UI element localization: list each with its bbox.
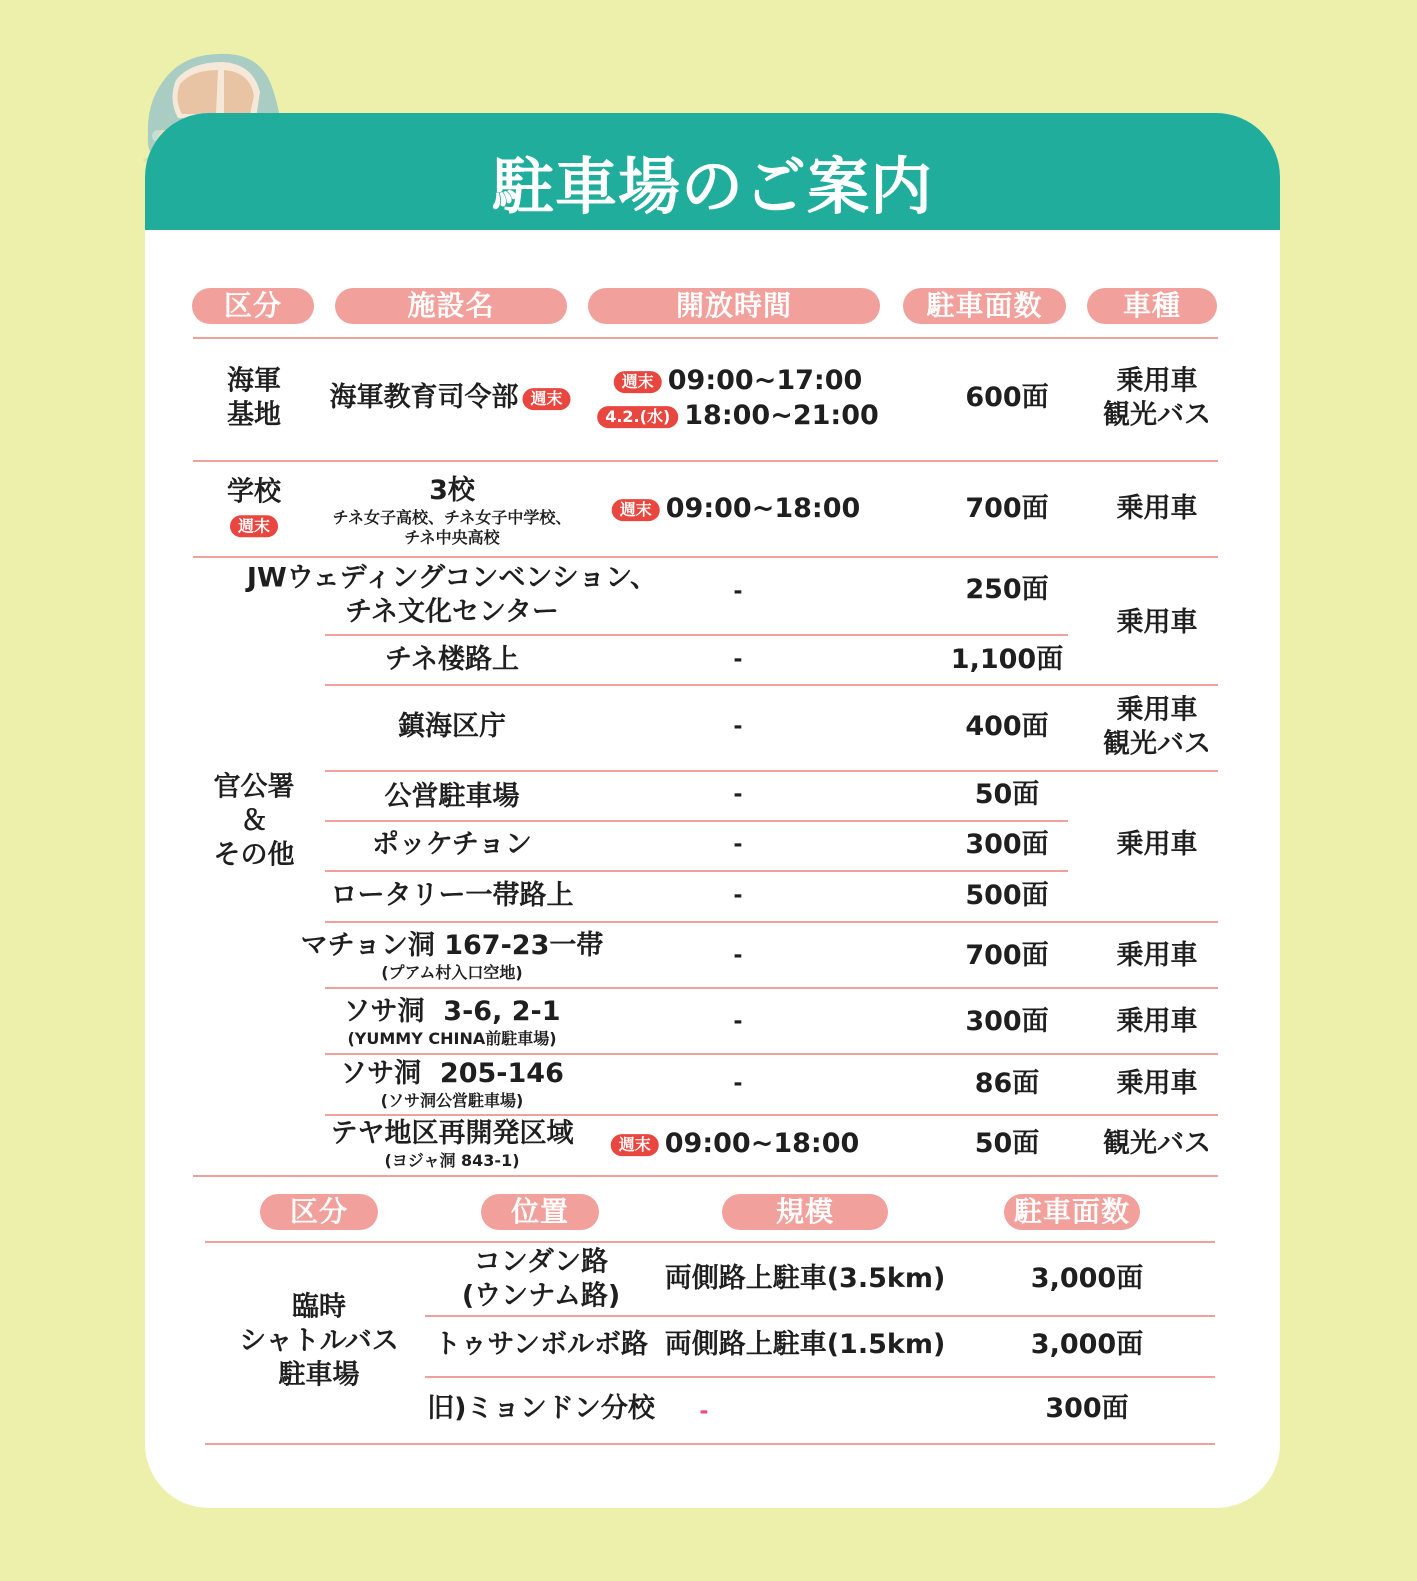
category-navy: 海軍 基地 (227, 365, 281, 430)
hours: 週末 09:00~17:00 (614, 364, 863, 398)
hours-none: - (733, 782, 743, 808)
spaces: 700面 (965, 940, 1049, 972)
hours-none: - (733, 714, 743, 740)
weekend-tag: 週末 (230, 516, 278, 538)
category-shuttle: 臨時 シャトルバス 駐車場 (239, 1291, 399, 1390)
facility-name: 鎮海区庁 (398, 711, 506, 743)
facility-name: ポッケチョン (371, 829, 533, 861)
hours-none: - (733, 1071, 743, 1097)
category-gov: 官公署 ＆ その他 (213, 771, 295, 870)
weekend-tag: 週末 (522, 388, 570, 410)
divider (325, 684, 1218, 686)
vehicle-type: 観光バス (1103, 1128, 1211, 1160)
weekend-tag: 週末 (612, 499, 660, 521)
facility-name: 3校 チネ女子高校、チネ女子中学校、 チネ中央高校 (332, 475, 572, 547)
facility-name: マチョン洞 167-23一帯 (プアム村入口空地) (300, 930, 604, 982)
spaces: 500面 (965, 880, 1049, 912)
divider (325, 634, 1068, 636)
location: トゥサンボルボ路 (434, 1329, 648, 1361)
header-hours: 開放時間 (588, 288, 880, 324)
vehicle-type: 乗用車 (1116, 1068, 1198, 1100)
weekend-tag: 週末 (614, 371, 662, 393)
spaces: 300面 (965, 1006, 1049, 1038)
spaces: 50面 (974, 1128, 1040, 1160)
weekend-tag: 週末 (611, 1134, 659, 1156)
spaces: 700面 (965, 493, 1049, 525)
spaces: 250面 (965, 574, 1049, 606)
header-spaces: 駐車面数 (903, 288, 1066, 324)
spaces: 86面 (974, 1068, 1040, 1100)
divider (425, 1315, 1215, 1317)
facility-name: JWウェディングコンベンション、 チネ文化センター (246, 562, 658, 627)
facility-name: 公営駐車場 (384, 781, 520, 813)
header-scale: 規模 (722, 1194, 888, 1230)
hours: 週末 09:00~18:00 (611, 1127, 860, 1161)
hours-none: - (733, 579, 743, 605)
facility-name: テヤ地区再開発区域 (ヨジャ洞 843-1) (330, 1118, 574, 1170)
scale: 両側路上駐車(1.5km) (664, 1329, 946, 1361)
divider (325, 987, 1218, 989)
divider (425, 1376, 1215, 1378)
divider (193, 556, 1218, 558)
vehicle-type: 乗用車 (1116, 493, 1198, 525)
hours-none: - (733, 832, 743, 858)
spaces: 3,000面 (1030, 1329, 1144, 1361)
location: コンダン路 (ウンナム路) (461, 1246, 621, 1311)
divider (193, 1175, 1218, 1177)
spaces: 1,100面 (950, 644, 1064, 676)
divider (325, 870, 1068, 872)
vehicle-type: 乗用車 (1116, 829, 1198, 861)
spaces: 300面 (1045, 1393, 1129, 1425)
divider (325, 770, 1218, 772)
facility-name: 海軍教育司令部 週末 (329, 381, 570, 415)
category-school: 学校 週末 (227, 476, 281, 536)
divider (325, 1114, 1218, 1116)
hours-none: - (733, 943, 743, 969)
header-vehicle: 車種 (1087, 288, 1217, 324)
scale-none: - (699, 1399, 709, 1425)
hours-none: - (733, 647, 743, 673)
spaces: 300面 (965, 829, 1049, 861)
page-title: 駐車場のご案内 (491, 150, 933, 223)
card-header (145, 113, 1280, 230)
facility-name: ロータリー一帯路上 (330, 880, 574, 912)
header-location: 位置 (481, 1194, 599, 1230)
divider (205, 1443, 1215, 1445)
facility-name: チネ楼路上 (385, 644, 519, 676)
divider (325, 820, 1068, 822)
divider (205, 1241, 1215, 1243)
spaces: 600面 (965, 382, 1049, 414)
vehicle-type: 乗用車 (1116, 940, 1198, 972)
divider (325, 921, 1218, 923)
divider (193, 460, 1218, 462)
hours: 週末 09:00~18:00 (612, 492, 861, 526)
divider (325, 1053, 1218, 1055)
facility-name: ソサ洞 3-6, 2-1 (YUMMY CHINA前駐車場) (343, 996, 561, 1048)
facility-name: ソサ洞 205-146 (ソサ洞公営駐車場) (340, 1058, 564, 1110)
spaces: 400面 (965, 711, 1049, 743)
hours-none: - (733, 1009, 743, 1035)
divider (193, 337, 1218, 339)
location: 旧)ミョンドン分校 (427, 1393, 655, 1425)
vehicle-type: 乗用車 (1116, 1006, 1198, 1038)
header-category: 区分 (260, 1194, 378, 1230)
vehicle-type: 乗用車 (1116, 607, 1198, 639)
spaces: 50面 (974, 779, 1040, 811)
header-facility: 施設名 (335, 288, 567, 324)
hours: 4.2.(水) 18:00~21:00 (597, 399, 879, 433)
date-tag: 4.2.(水) (597, 406, 678, 428)
scale: 両側路上駐車(3.5km) (664, 1263, 946, 1295)
vehicle-type: 乗用車 観光バス (1103, 694, 1211, 759)
spaces: 3,000面 (1030, 1263, 1144, 1295)
header-category: 区分 (192, 288, 314, 324)
vehicle-type: 乗用車 観光バス (1103, 365, 1211, 430)
header-spaces: 駐車面数 (1004, 1194, 1140, 1230)
hours-none: - (733, 883, 743, 909)
